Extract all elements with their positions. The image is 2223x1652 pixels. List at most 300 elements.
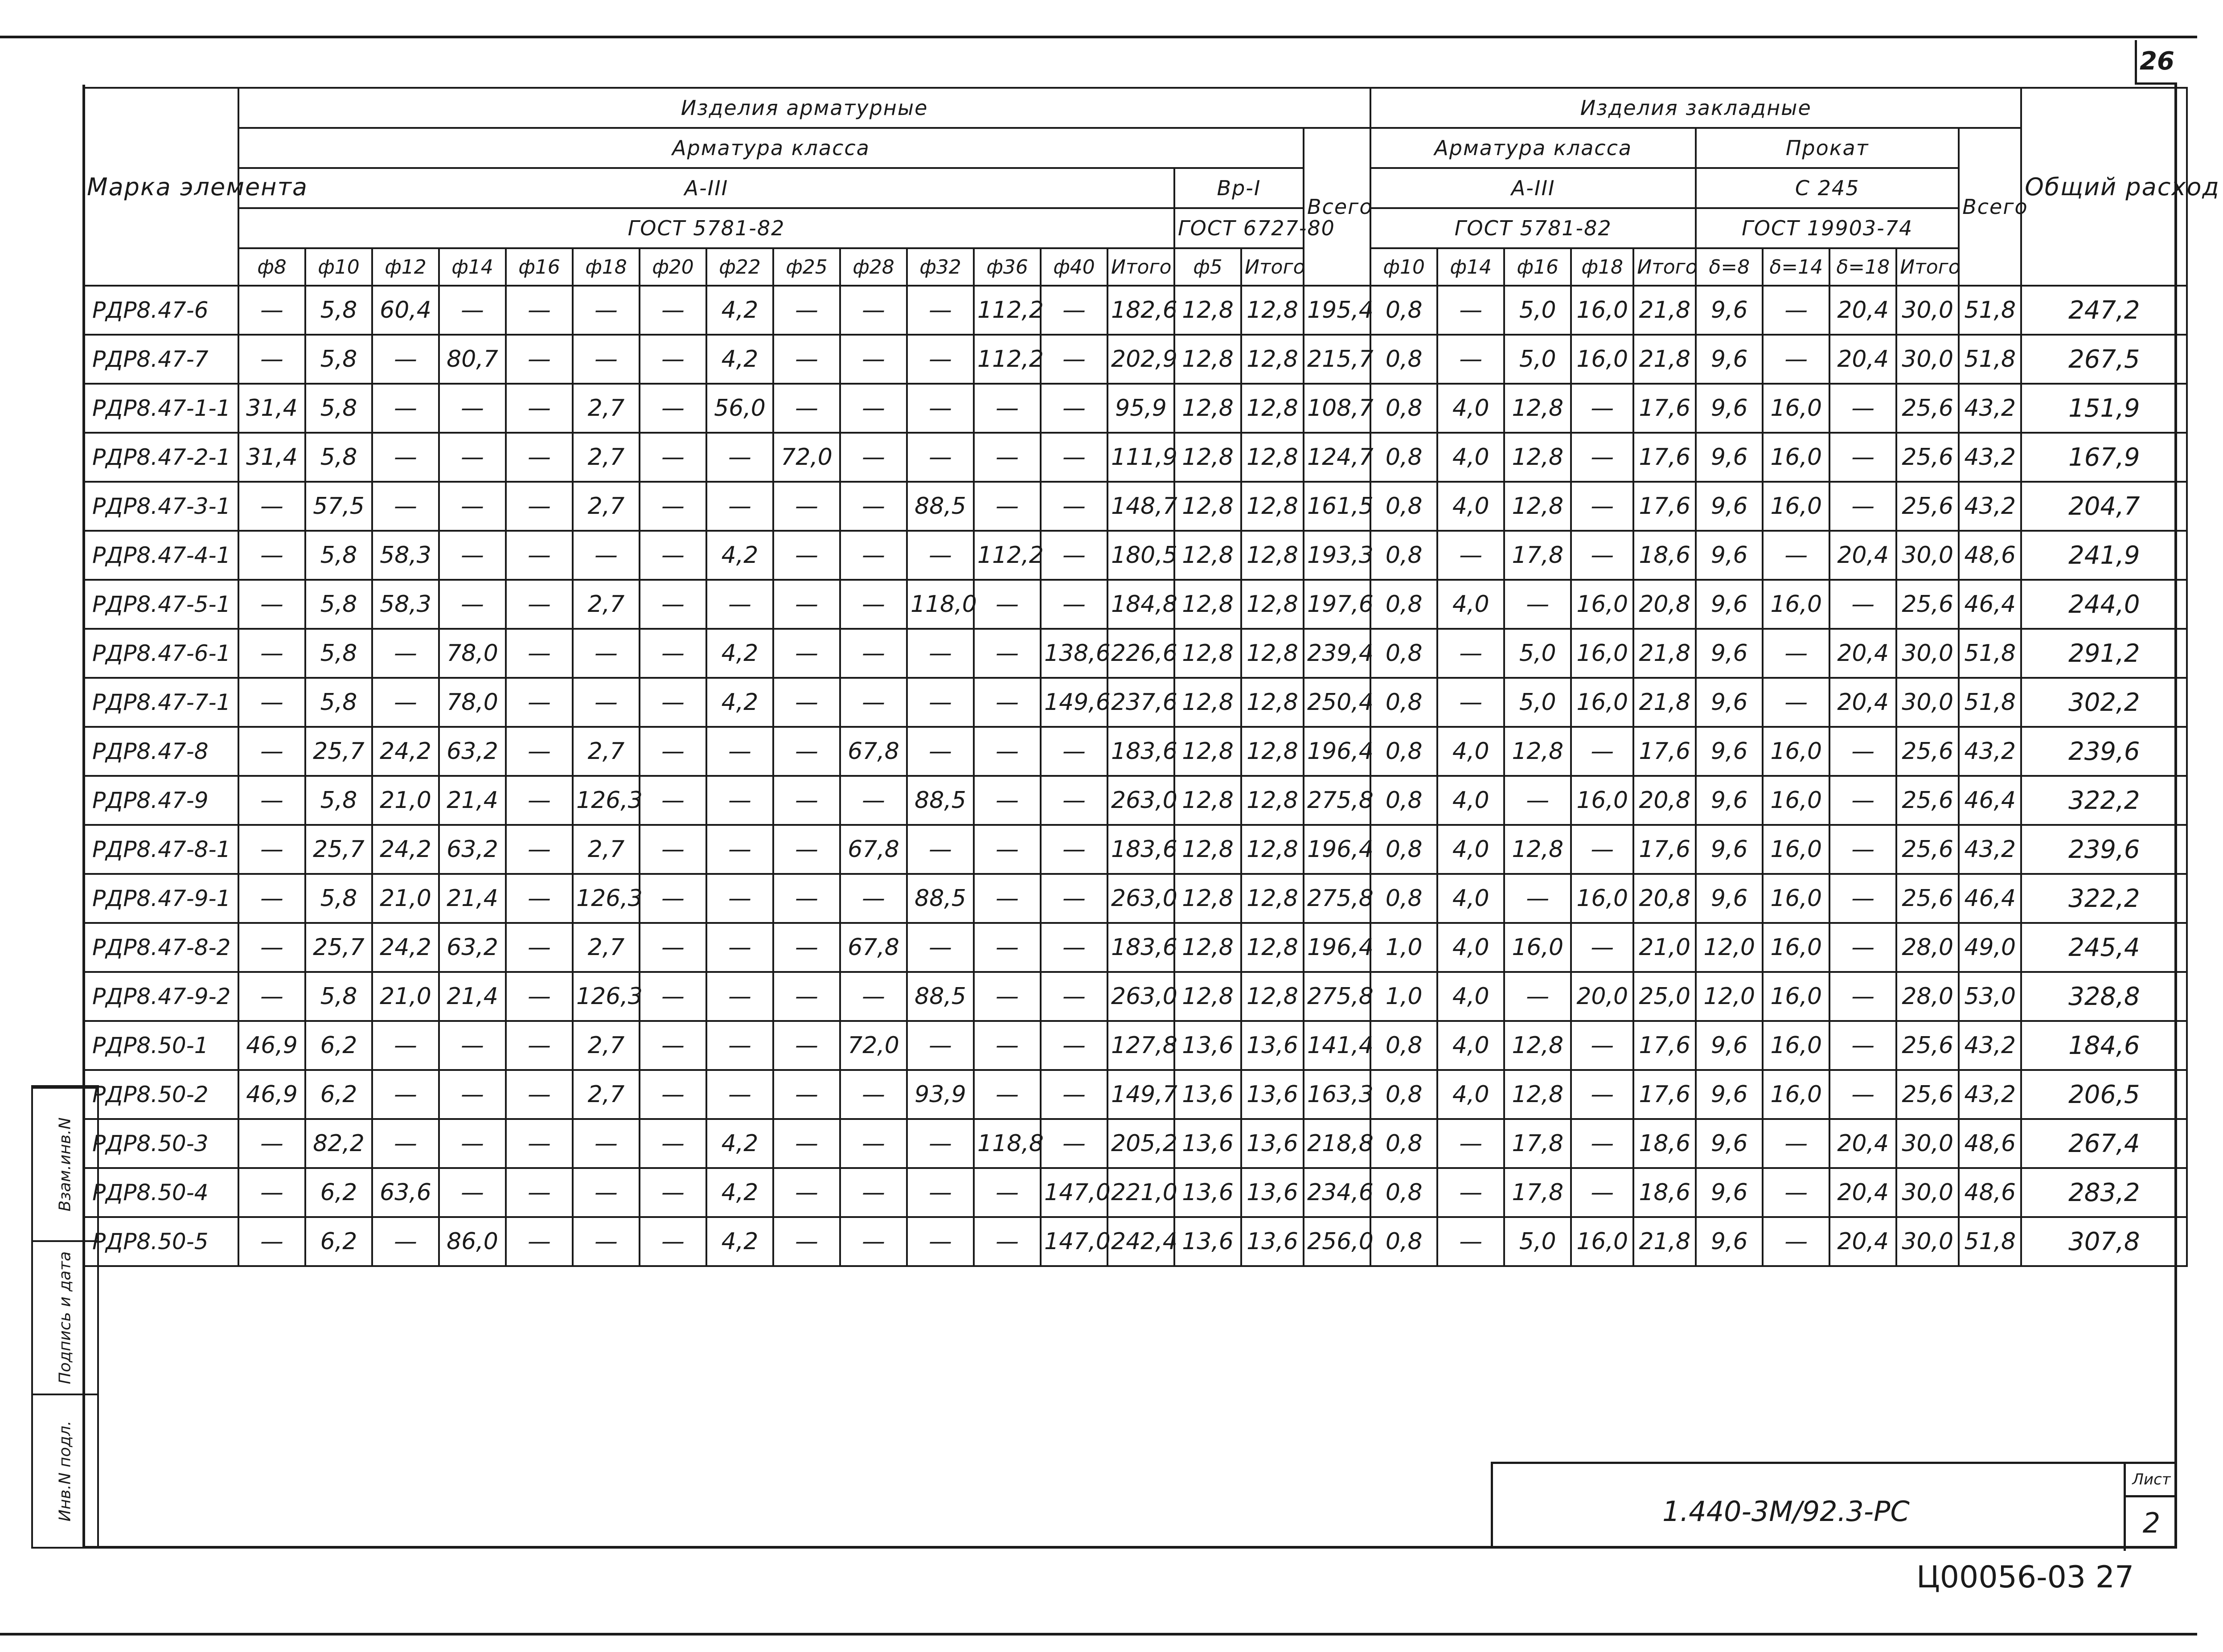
table-row [83,629,2187,678]
table-cell: 16,0 [1571,286,1633,335]
table-cell: 0,8 [1370,433,1437,482]
table-cell: — [1571,433,1633,482]
table-row [83,1217,2187,1266]
table-cell: 20,8 [1633,580,1696,629]
size-emb-a3-2: ф16 [1504,248,1571,286]
row-mark: РДР8.47-1-1 [83,384,238,433]
table-cell: 13,6 [1174,1119,1241,1168]
table-cell: 21,8 [1633,286,1696,335]
table-cell: 239,4 [1304,629,1370,678]
table-cell: 16,0 [1763,482,1829,531]
table-cell: 124,7 [1304,433,1370,482]
table-cell: — [640,384,706,433]
table-cell: — [1041,580,1107,629]
table-cell: 20,4 [1829,1217,1896,1266]
table-cell: — [640,580,706,629]
table-cell: 2,7 [573,1070,640,1119]
table-cell: 147,0 [1041,1217,1107,1266]
header-gost-a3: ГОСТ 5781-82 [238,208,1174,248]
table-cell: — [238,629,305,678]
table-cell: — [706,1021,773,1070]
table-cell: 12,8 [1504,1070,1571,1119]
table-cell: 25,6 [1896,433,1959,482]
table-cell: 126,3 [573,972,640,1021]
table-cell: 112,2 [974,286,1041,335]
table-cell: 4,2 [706,286,773,335]
row-total: 241,9 [2021,531,2187,580]
table-cell: — [1504,776,1571,825]
table-cell: 112,2 [974,335,1041,384]
table-cell: 57,5 [305,482,372,531]
header-c245: С 245 [1696,168,1959,208]
table-row [83,972,2187,1021]
table-cell: 16,0 [1571,629,1633,678]
table-cell: 51,8 [1959,629,2021,678]
table-cell: 51,8 [1959,1217,2021,1266]
table-cell: 5,0 [1504,1217,1571,1266]
table-cell: 12,8 [1174,433,1241,482]
table-cell: 275,8 [1304,776,1370,825]
table-cell: — [439,531,506,580]
table-cell: — [1829,972,1896,1021]
size-a3-3: ф14 [439,248,506,286]
table-cell: 16,0 [1763,433,1829,482]
table-cell: — [773,923,840,972]
table-cell: 12,8 [1241,727,1304,776]
table-cell: 0,8 [1370,1119,1437,1168]
table-cell: 20,4 [1829,531,1896,580]
row-total: 239,6 [2021,727,2187,776]
table-cell: 148,7 [1107,482,1174,531]
table-cell: — [1571,825,1633,874]
table-cell: — [706,825,773,874]
table-cell: 13,6 [1174,1217,1241,1266]
table-cell: 12,0 [1696,972,1763,1021]
table-cell: 13,6 [1241,1168,1304,1217]
table-cell: 17,6 [1633,433,1696,482]
table-cell: 0,8 [1370,874,1437,923]
table-cell: 16,0 [1763,972,1829,1021]
table-cell: — [1041,972,1107,1021]
table-cell: — [1041,384,1107,433]
table-cell: — [773,727,840,776]
table-cell: 221,0 [1107,1168,1174,1217]
table-cell: 20,8 [1633,874,1696,923]
table-cell: 9,6 [1696,874,1763,923]
table-cell: 12,8 [1174,629,1241,678]
table-cell: — [1571,482,1633,531]
table-cell: — [773,482,840,531]
table-cell: 234,6 [1304,1168,1370,1217]
table-cell: — [840,874,907,923]
table-cell: — [840,678,907,727]
table-cell: 0,8 [1370,286,1437,335]
table-row [83,286,2187,335]
table-cell: 0,8 [1370,580,1437,629]
table-cell: — [506,1217,573,1266]
table-cell: — [907,384,974,433]
table-cell: — [238,1168,305,1217]
table-cell: — [640,825,706,874]
size-emb-a3-0: ф10 [1370,248,1437,286]
table-cell: — [372,482,439,531]
table-cell: 30,0 [1896,1217,1959,1266]
table-cell: 193,3 [1304,531,1370,580]
table-cell: — [439,1021,506,1070]
table-cell: 4,2 [706,531,773,580]
table-cell: 17,6 [1633,727,1696,776]
table-cell: 17,6 [1633,1070,1696,1119]
table-row [83,335,2187,384]
table-cell: 51,8 [1959,678,2021,727]
table-cell: — [907,433,974,482]
table-cell: 56,0 [706,384,773,433]
table-cell: 58,3 [372,531,439,580]
table-cell: 88,5 [907,776,974,825]
row-mark: РДР8.47-6 [83,286,238,335]
table-cell: — [640,1217,706,1266]
table-cell: 0,8 [1370,678,1437,727]
table-cell: — [1571,727,1633,776]
size-a3-5: ф18 [573,248,640,286]
table-cell: — [773,531,840,580]
table-cell: 5,0 [1504,335,1571,384]
table-cell: 0,8 [1370,482,1437,531]
table-cell: 51,8 [1959,335,2021,384]
table-cell: 20,4 [1829,629,1896,678]
table-cell: — [1041,1021,1107,1070]
sheet-label: Лист [2126,1464,2177,1497]
table-cell: 20,4 [1829,1119,1896,1168]
side-cell-inv: Инв.N подл. [33,1394,97,1547]
row-total: 184,6 [2021,1021,2187,1070]
table-cell: — [1041,825,1107,874]
table-cell: 196,4 [1304,727,1370,776]
table-cell: — [372,384,439,433]
table-cell: — [506,335,573,384]
table-cell: — [706,874,773,923]
header-vsego: Всего [1304,128,1370,286]
table-cell: 2,7 [573,825,640,874]
table-cell: 184,8 [1107,580,1174,629]
row-mark: РДР8.47-8 [83,727,238,776]
row-mark: РДР8.47-2-1 [83,433,238,482]
table-cell: 25,6 [1896,1070,1959,1119]
table-cell: — [640,923,706,972]
table-cell: 12,8 [1504,433,1571,482]
table-cell: 21,4 [439,874,506,923]
table-cell: — [1437,1168,1504,1217]
table-row [83,433,2187,482]
table-cell: 6,2 [305,1021,372,1070]
table-cell: — [640,1119,706,1168]
table-cell: 16,0 [1763,580,1829,629]
table-cell: 20,4 [1829,286,1896,335]
table-cell: 4,2 [706,335,773,384]
table-cell: 25,7 [305,825,372,874]
table-cell: 51,8 [1959,286,2021,335]
table-cell: 4,0 [1437,580,1504,629]
table-cell: 30,0 [1896,629,1959,678]
table-cell: — [974,580,1041,629]
table-cell: 118,0 [907,580,974,629]
table-cell: 9,6 [1696,629,1763,678]
table-cell: — [238,923,305,972]
table-cell: 25,0 [1633,972,1696,1021]
table-cell: 16,0 [1763,874,1829,923]
size-prokat-0: δ=8 [1696,248,1763,286]
table-cell: — [506,1021,573,1070]
table-cell: 67,8 [840,825,907,874]
table-cell: 48,6 [1959,1119,2021,1168]
table-cell: 21,4 [439,972,506,1021]
table-cell: — [840,1168,907,1217]
table-cell: — [640,727,706,776]
table-cell: 12,8 [1241,286,1304,335]
row-total: 239,6 [2021,825,2187,874]
table-cell: 9,6 [1696,727,1763,776]
header-embedded-products: Изделия закладные [1370,88,2021,128]
row-mark: РДР8.47-7-1 [83,678,238,727]
table-cell: 12,8 [1241,433,1304,482]
table-cell: 5,8 [305,286,372,335]
table-cell: — [238,531,305,580]
table-cell: 4,0 [1437,482,1504,531]
size-prokat-3: Итого [1896,248,1959,286]
table-cell: 21,4 [439,776,506,825]
table-cell: 5,8 [305,678,372,727]
table-cell: — [372,1119,439,1168]
table-cell: 4,0 [1437,776,1504,825]
row-mark: РДР8.47-9-2 [83,972,238,1021]
row-mark: РДР8.47-8-1 [83,825,238,874]
table-cell: 149,6 [1041,678,1107,727]
table-cell: 5,0 [1504,629,1571,678]
table-cell: 53,0 [1959,972,2021,1021]
table-cell: 218,8 [1304,1119,1370,1168]
table-cell: 9,6 [1696,433,1763,482]
table-cell: — [1763,1168,1829,1217]
table-cell: — [573,678,640,727]
table-cell: 25,6 [1896,482,1959,531]
table-cell: — [907,923,974,972]
table-cell: 30,0 [1896,678,1959,727]
table-cell: 180,5 [1107,531,1174,580]
table-cell: 67,8 [840,727,907,776]
table-cell: — [1041,776,1107,825]
table-cell: — [506,874,573,923]
side-cell-signature: Подпись и дата [33,1240,97,1394]
table-cell: 82,2 [305,1119,372,1168]
table-cell: — [506,1119,573,1168]
table-cell: — [1829,580,1896,629]
table-cell: — [1571,923,1633,972]
table-cell: 141,4 [1304,1021,1370,1070]
table-cell: — [1829,923,1896,972]
table-cell: — [773,286,840,335]
size-emb-a3-1: ф14 [1437,248,1504,286]
table-cell: — [840,286,907,335]
table-cell: 0,8 [1370,1217,1437,1266]
table-cell: — [506,972,573,1021]
table-cell: 12,8 [1241,923,1304,972]
table-cell: 2,7 [573,433,640,482]
size-prokat-2: δ=18 [1829,248,1896,286]
table-cell: 16,0 [1504,923,1571,972]
table-cell: 67,8 [840,923,907,972]
table-cell: 147,0 [1041,1168,1107,1217]
table-cell: — [1041,482,1107,531]
table-cell: 58,3 [372,580,439,629]
header-emb-vsego: Всего [1959,128,2021,286]
table-cell: 12,8 [1241,335,1304,384]
table-cell: 2,7 [573,727,640,776]
table-cell: 9,6 [1696,1070,1763,1119]
table-cell: 21,0 [372,776,439,825]
table-cell: — [907,629,974,678]
table-cell: — [1829,727,1896,776]
table-cell: — [372,1021,439,1070]
header-gost-vr1: ГОСТ 6727-80 [1174,208,1304,248]
table-cell: 16,0 [1571,776,1633,825]
table-cell: — [974,678,1041,727]
header-gost-c245: ГОСТ 19903-74 [1696,208,1959,248]
row-total: 151,9 [2021,384,2187,433]
specification-table [82,87,2220,1267]
table-cell: — [506,825,573,874]
table-cell: — [640,629,706,678]
row-total: 322,2 [2021,776,2187,825]
table-cell: 12,0 [1696,923,1763,972]
row-total: 245,4 [2021,923,2187,972]
table-cell: 43,2 [1959,727,2021,776]
table-cell: — [573,1119,640,1168]
table-cell: — [773,1217,840,1266]
table-cell: — [506,1070,573,1119]
table-cell: 263,0 [1107,874,1174,923]
table-cell: — [1571,531,1633,580]
table-cell: — [840,433,907,482]
table-cell: 63,2 [439,727,506,776]
table-cell: — [238,727,305,776]
page-number: 26 [2135,40,2177,85]
table-cell: — [1041,433,1107,482]
table-cell: 20,4 [1829,1168,1896,1217]
table-cell: — [439,384,506,433]
table-cell: 25,6 [1896,776,1959,825]
table-cell: 12,8 [1174,384,1241,433]
table-cell: — [506,923,573,972]
table-cell: — [573,1217,640,1266]
table-cell: — [506,1168,573,1217]
table-cell: 9,6 [1696,1168,1763,1217]
header-emb-gost-a3: ГОСТ 5781-82 [1370,208,1696,248]
table-cell: — [773,1070,840,1119]
table-cell: 0,8 [1370,825,1437,874]
table-cell: — [974,433,1041,482]
table-cell: — [907,335,974,384]
table-cell: — [974,776,1041,825]
size-emb-a3-4: Итого [1633,248,1696,286]
table-cell: — [1437,335,1504,384]
table-cell: 13,6 [1174,1021,1241,1070]
table-cell: — [506,531,573,580]
table-cell: 43,2 [1959,384,2021,433]
size-prokat-1: δ=14 [1763,248,1829,286]
table-cell: 28,0 [1896,923,1959,972]
table-cell: 16,0 [1763,825,1829,874]
table-cell: 4,2 [706,678,773,727]
header-total: Общий расход [2021,88,2187,286]
table-cell: — [506,580,573,629]
table-cell: 263,0 [1107,776,1174,825]
table-cell: 108,7 [1304,384,1370,433]
size-a3-10: ф32 [907,248,974,286]
table-cell: — [974,874,1041,923]
table-row [83,1168,2187,1217]
table-cell: — [372,433,439,482]
table-cell: 4,0 [1437,727,1504,776]
table-row [83,776,2187,825]
table-cell: 18,6 [1633,531,1696,580]
table-cell: 17,6 [1633,825,1696,874]
table-cell: — [1763,335,1829,384]
table-cell: 86,0 [439,1217,506,1266]
table-cell: — [506,776,573,825]
table-row [83,1119,2187,1168]
table-cell: 25,6 [1896,1021,1959,1070]
table-cell: 1,0 [1370,923,1437,972]
table-cell: — [640,482,706,531]
table-cell: 0,8 [1370,384,1437,433]
table-cell: 4,2 [706,1168,773,1217]
table-cell: — [1041,1070,1107,1119]
table-cell: 25,6 [1896,384,1959,433]
table-cell: — [1504,874,1571,923]
table-cell: — [1829,384,1896,433]
row-mark: РДР8.47-9-1 [83,874,238,923]
table-cell: — [238,972,305,1021]
table-cell: — [238,678,305,727]
table-cell: 9,6 [1696,825,1763,874]
table-cell: — [439,580,506,629]
table-cell: — [974,384,1041,433]
row-mark: РДР8.50-5 [83,1217,238,1266]
table-cell: 88,5 [907,482,974,531]
header-reinf-products: Изделия арматурные [238,88,1370,128]
table-cell: 0,8 [1370,531,1437,580]
table-cell: — [773,972,840,1021]
table-cell: 16,0 [1571,580,1633,629]
table-cell: 12,8 [1174,482,1241,531]
table-cell: 5,8 [305,580,372,629]
table-cell: — [773,874,840,923]
table-cell: 5,0 [1504,678,1571,727]
size-a3-8: ф25 [773,248,840,286]
table-cell: 16,0 [1571,335,1633,384]
table-cell: 21,8 [1633,678,1696,727]
size-a3-11: ф36 [974,248,1041,286]
table-cell: 46,9 [238,1021,305,1070]
table-cell: — [1041,335,1107,384]
table-cell: 5,8 [305,629,372,678]
table-cell: — [840,482,907,531]
table-cell: 127,8 [1107,1021,1174,1070]
table-cell: 4,0 [1437,825,1504,874]
table-cell: 5,8 [305,972,372,1021]
table-cell: 46,9 [238,1070,305,1119]
size-a3-2: ф12 [372,248,439,286]
